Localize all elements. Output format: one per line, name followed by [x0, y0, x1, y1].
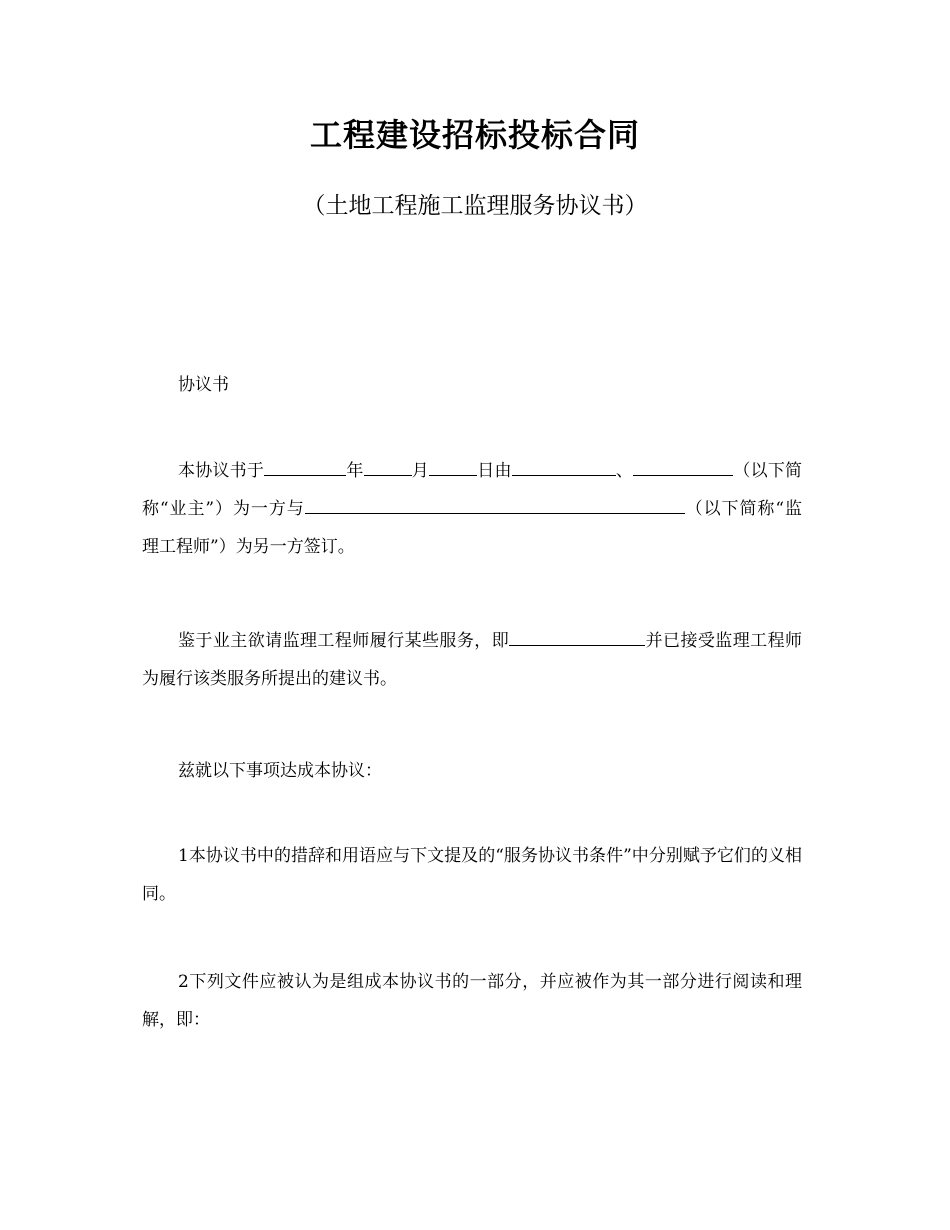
paragraph-whereas: [142, 622, 802, 698]
document-title: 工程建设招标投标合同: [309, 116, 640, 154]
document-subtitle: （土地工程施工监理服务协议书）: [302, 193, 648, 219]
para1-text-5: 、: [615, 461, 634, 481]
blank-party-a2: [633, 457, 733, 476]
para1-text-4: 日由: [477, 461, 512, 481]
section-heading: 协议书: [178, 375, 229, 395]
para1-text-6: （以下简称“业主”）为一方与: [142, 461, 803, 519]
para1-text-7: （以下简称“监理工程师”）为另一方签订。: [142, 499, 802, 557]
para1-text-1: 本协议书于: [178, 461, 265, 481]
paragraph-agreed: 兹就以下事项达成本协议：: [178, 761, 382, 781]
blank-month: [364, 457, 412, 476]
para1-text-3: 月: [411, 461, 430, 481]
para1-text-2: 年: [346, 461, 364, 481]
blank-day: [429, 457, 477, 476]
para2-text-1: 鉴于业主欲请监理工程师履行某些服务，即: [178, 631, 510, 651]
para2-text-2: 并已接受监理工程师为履行该类服务所提出的建议书。: [142, 631, 803, 689]
blank-year: [264, 457, 346, 476]
paragraph-agreement-date: [142, 452, 802, 566]
blank-engineer: [305, 495, 685, 514]
paragraph-clause-2: 2下列文件应被认为是组成本协议书的一部分，并应被作为其一部分进行阅读和理解，即：: [142, 972, 802, 1030]
blank-services: [509, 627, 645, 646]
blank-party-a1: [512, 457, 616, 476]
paragraph-clause-1: 1本协议书中的措辞和用语应与下文提及的“服务协议书条件”中分别赋予它们的义相同。: [142, 846, 802, 904]
